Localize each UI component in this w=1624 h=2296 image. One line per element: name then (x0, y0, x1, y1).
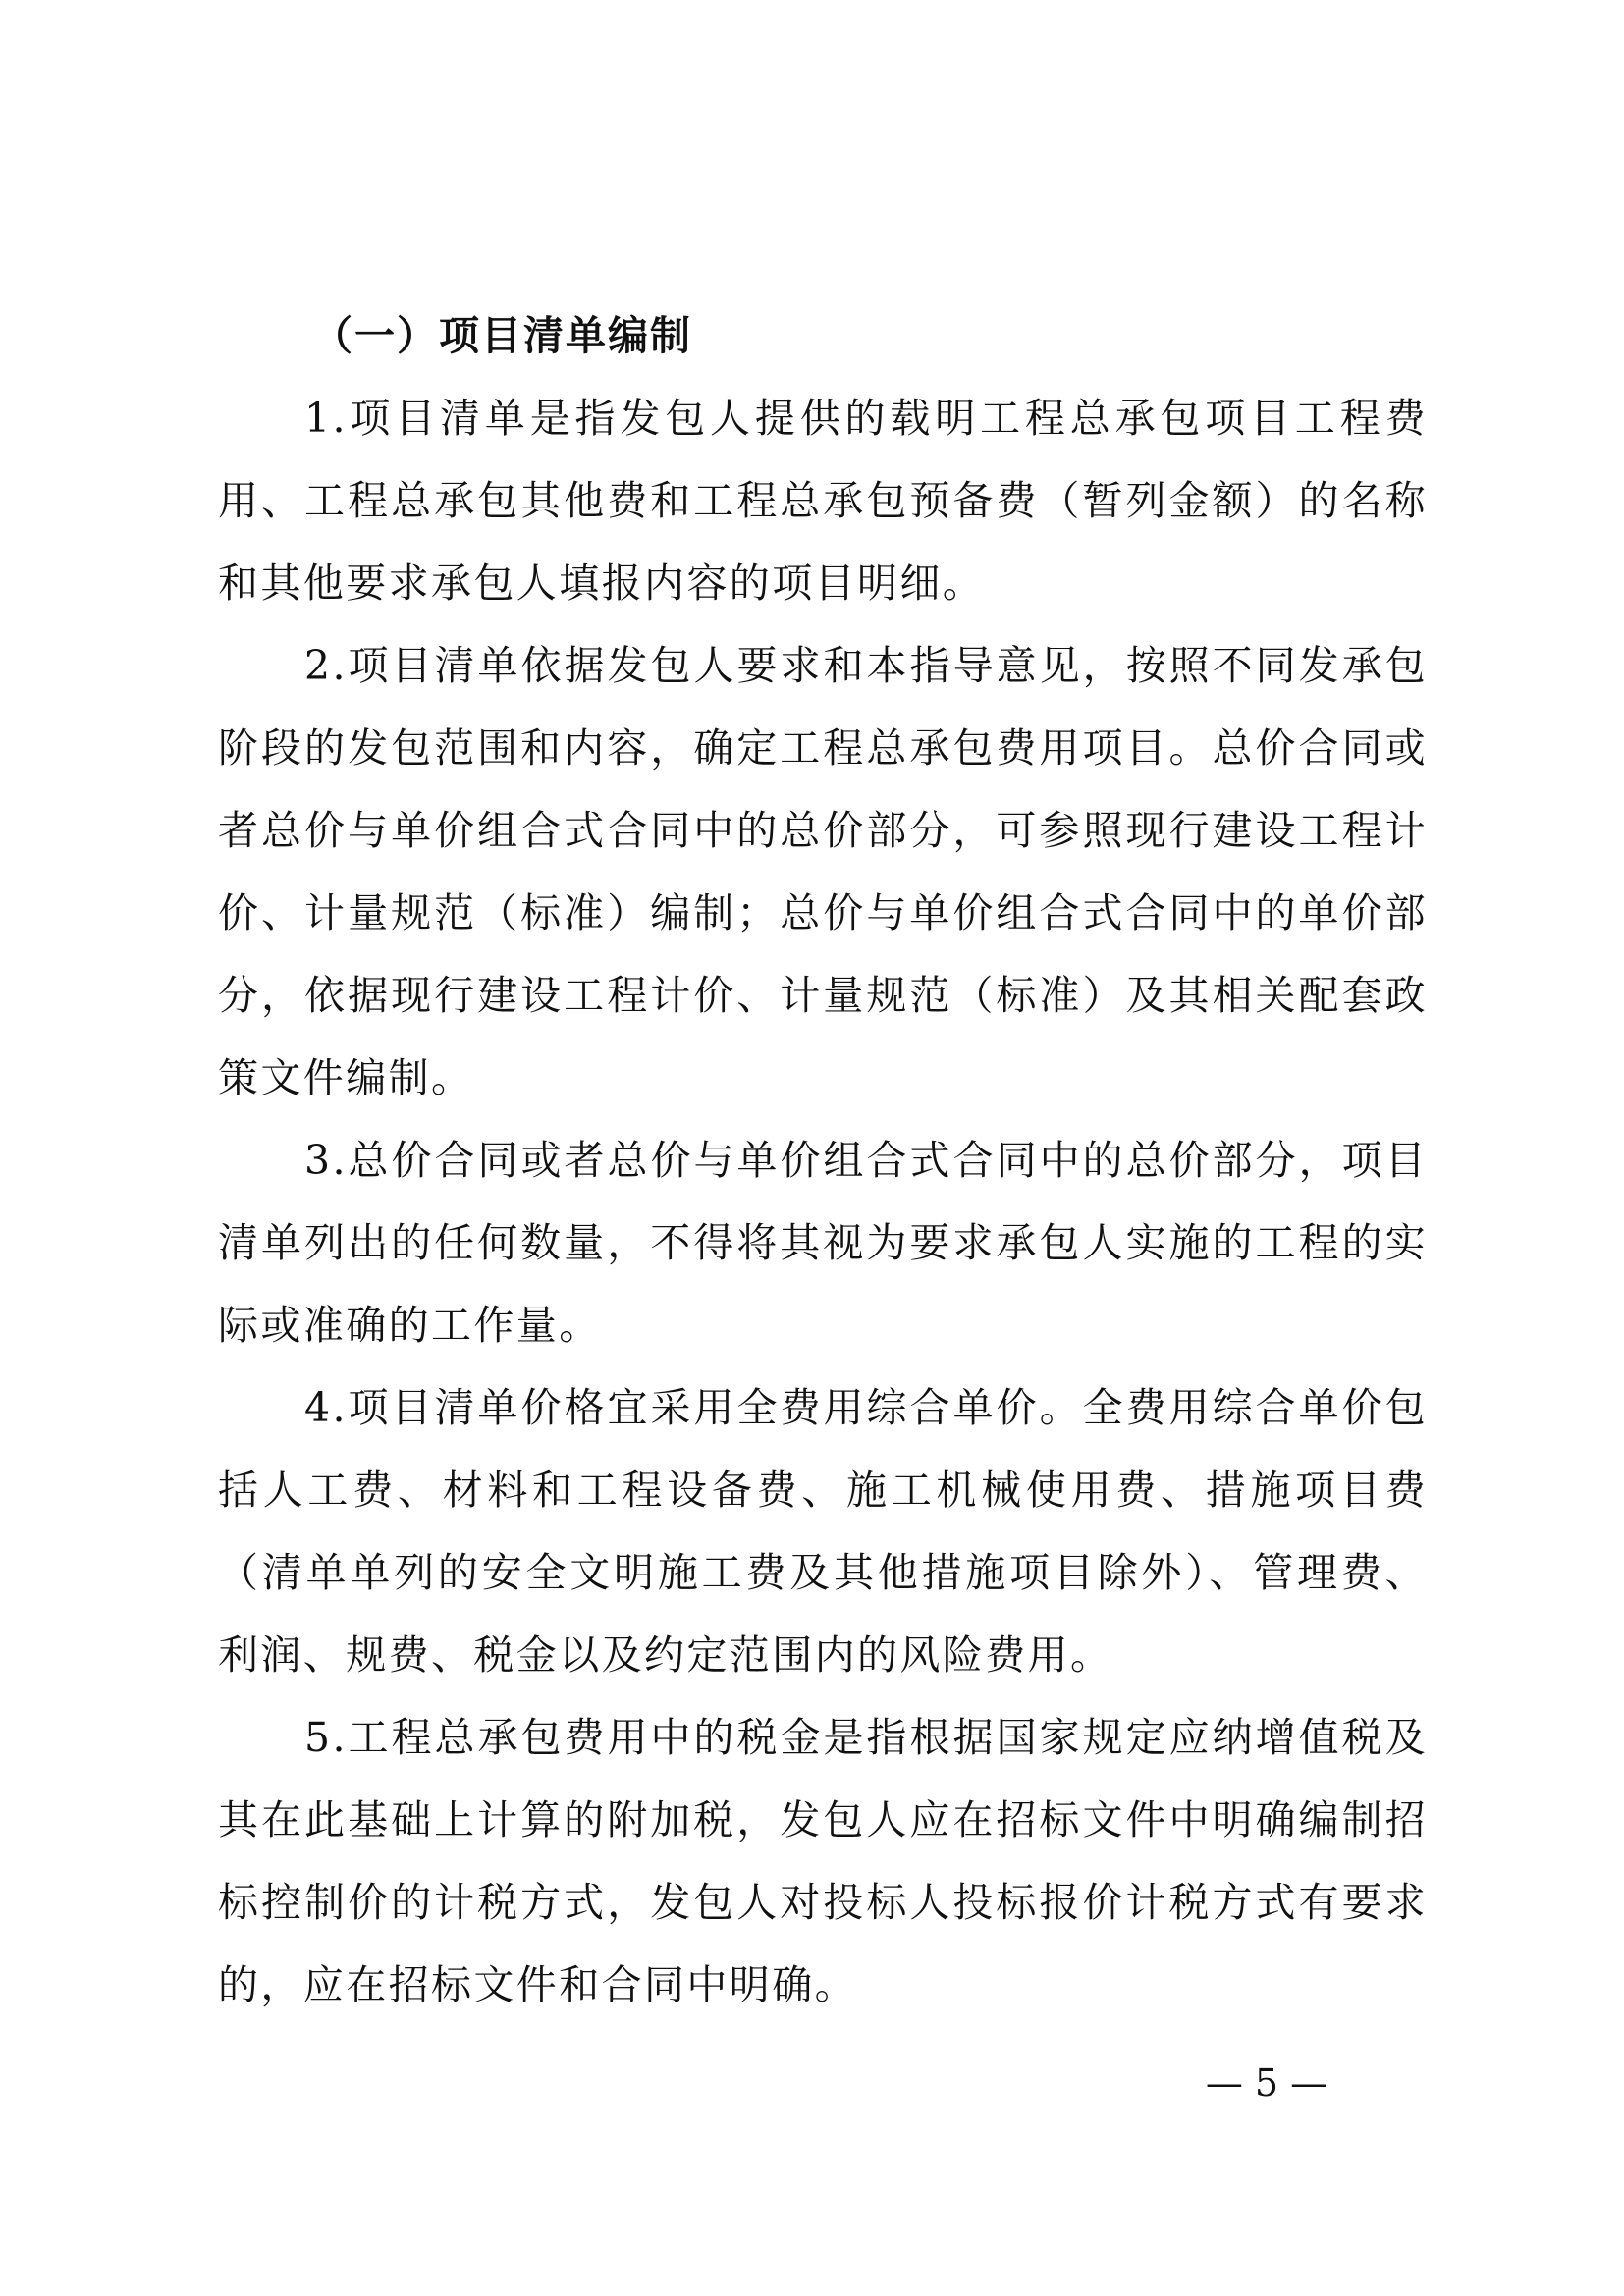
paragraph-2: 2.项目清单依据发包人要求和本指导意见，按照不同发承包阶段的发包范围和内容，确定工程总承包费用项目。总价合同或者总价与单价组合式合同中的总价部分，可参照现行建设工程计价、计量规范（标准）编制；总价与单价组合式合同中的单价部分，依据现行建设工程计价、计量规范（标准）及其相关配套政策文件编制。 (218, 642, 1428, 1101)
paragraph-4: 4.项目清单价格宜采用全费用综合单价。全费用综合单价包括人工费、材料和工程设备费、施工机械使用费、措施项目费（清单单列的安全文明施工费及其他措施项目除外）、管理费、利润、规费、税金以及约定范围内的风险费用。 (218, 1384, 1428, 1679)
paragraph-5: 5.工程总承包费用中的税金是指根据国家规定应纳增值税及其在此基础上计算的附加税，发包人应在招标文件中明确编制招标控制价的计税方式，发包人对投标人投标报价计税方式有要求的，应在招标文件和合同中明确。 (218, 1714, 1428, 2008)
paragraph-3: 3.总价合同或者总价与单价组合式合同中的总价部分，项目清单列出的任何数量，不得将其视为要求承包人实施的工程的实际或准确的工作量。 (218, 1137, 1428, 1349)
page-content (218, 294, 1428, 2026)
paragraph-1: 1.项目清单是指发包人提供的载明工程总承包项目工程费用、工程总承包其他费和工程总承包预备费（暂列金额）的名称和其他要求承包人填报内容的项目明细。 (218, 395, 1428, 607)
page-number: — 5 — (1205, 2061, 1328, 2105)
section-heading: （一）项目清单编制 (312, 312, 692, 359)
